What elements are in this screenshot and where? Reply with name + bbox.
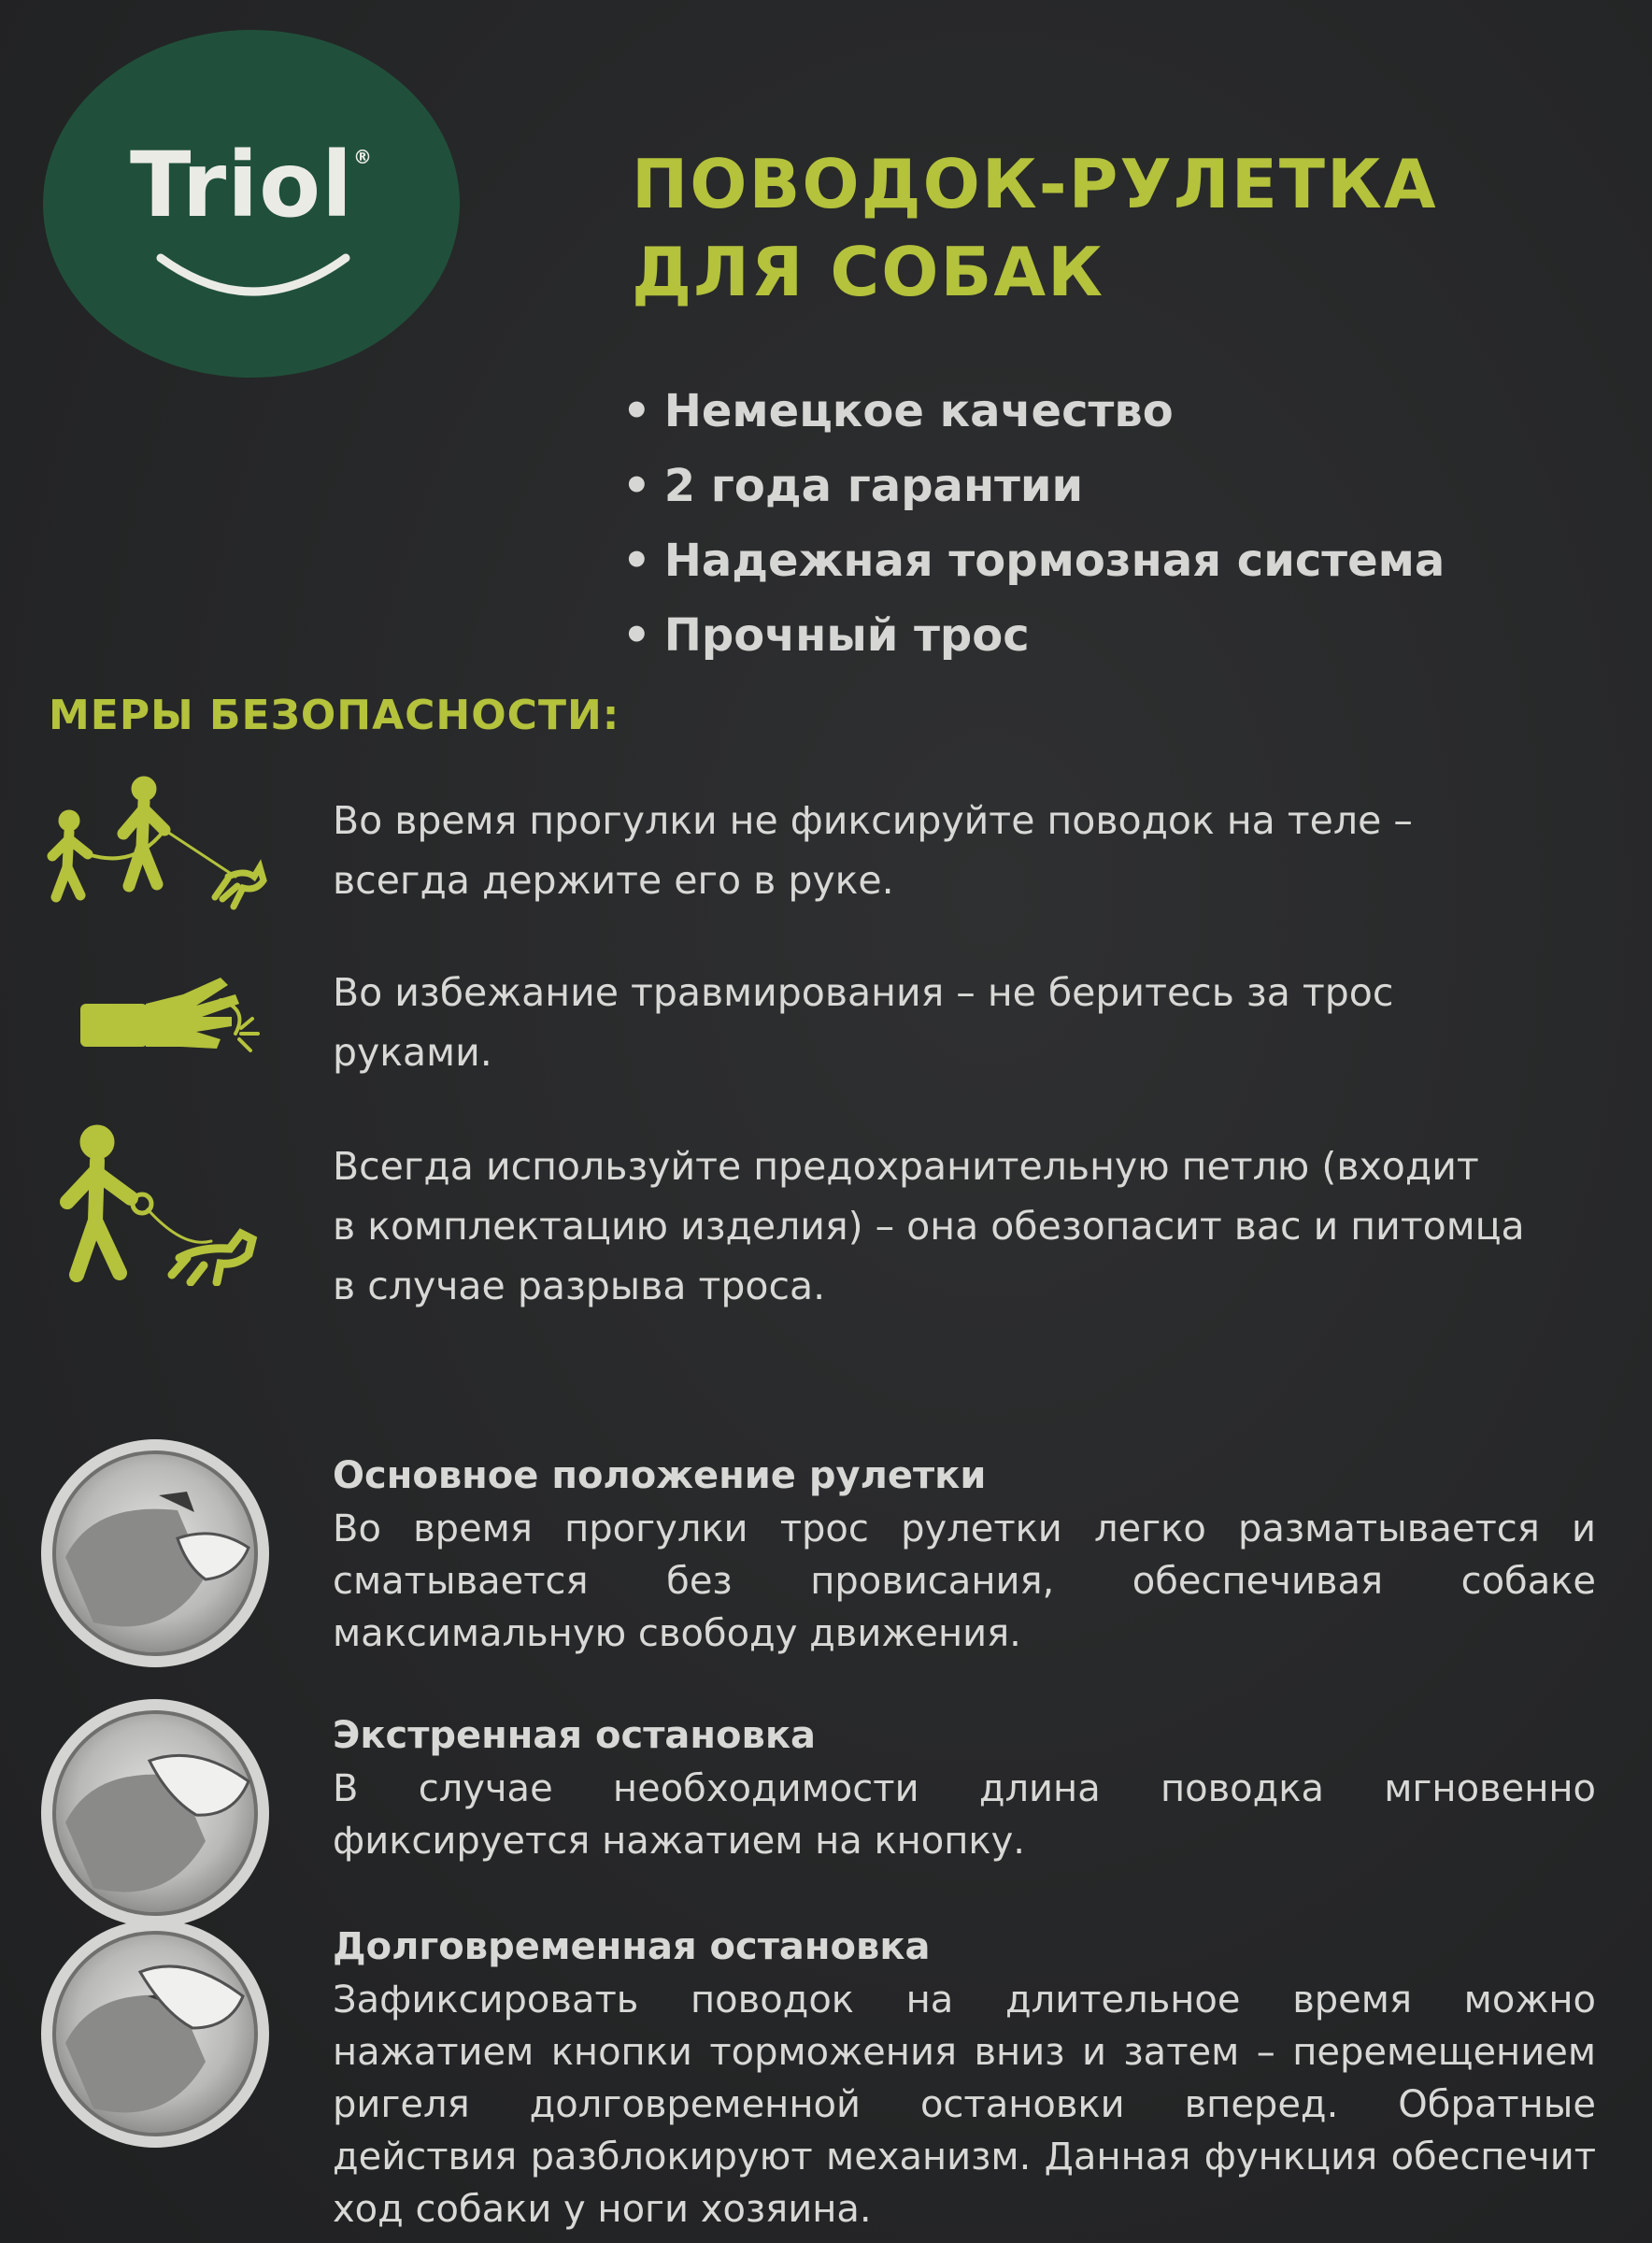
product-title <box>632 140 1438 316</box>
safety-text-3: Всегда используйте предохранительную петлю (входит в комплектацию изделия) – она обезопасит вас и питомца в случае разрыва троса. <box>333 1144 1525 1308</box>
hand-grabbing-cord-icon <box>80 963 267 1075</box>
bullet-icon: • <box>622 460 651 512</box>
brand-name: Triol® <box>129 133 374 237</box>
title-line-1: ПОВОДОК-РУЛЕТКА <box>632 145 1438 223</box>
man-dog-safety-loop-icon <box>34 1118 277 1286</box>
safety-text-2: Во избежание травмирования – не беритесь за трос руками. <box>333 970 1394 1075</box>
safety-heading: МЕРЫ БЕЗОПАСНОСТИ: <box>49 692 620 739</box>
bullet-icon: • <box>622 385 651 437</box>
leash-normal-mode-icon <box>37 1436 273 1671</box>
bullet-icon: • <box>622 609 651 662</box>
feature-list <box>622 374 1445 673</box>
title-line-2: ДЛЯ СОБАК <box>632 233 1104 311</box>
safety-text-1: Во время прогулки не фиксируйте поводок на теле – всегда держите его в руке. <box>333 798 1413 903</box>
walking-people-dog-icon <box>32 776 275 916</box>
mode-title-1: Основное положение рулетки <box>333 1454 987 1497</box>
mode-title-2: Экстренная остановка <box>333 1714 816 1757</box>
mode-text-1: Во время прогулки трос рулетки легко разматывается и сматывается без провисания, обеспечивая собаке максимальную свободу движения. <box>333 1507 1596 1655</box>
feature-item: • Прочный трос <box>622 609 1030 662</box>
feature-item: • Надежная тормозная система <box>622 535 1446 587</box>
smile-icon <box>155 250 351 307</box>
mode-text-3: Зафиксировать поводок на длительное время можно нажатием кнопки торможения вниз и затем – перемещением ригеля долговременной остановки вперед. Обратные действия разблокируют механизм. Данная функция обеспечит ход собаки у ноги хозяина. <box>333 1979 1596 2231</box>
leash-emergency-stop-icon <box>37 1695 273 1931</box>
mode-title-3: Долговременная остановка <box>333 1925 931 1968</box>
brand-logo <box>43 30 460 378</box>
feature-item: • 2 года гарантии <box>622 460 1084 512</box>
leash-long-stop-icon <box>37 1916 273 2151</box>
registered-mark: ® <box>353 146 374 168</box>
bullet-icon: • <box>622 535 651 587</box>
feature-item: • Немецкое качество <box>622 385 1174 437</box>
mode-text-2: В случае необходимости длина поводка мгновенно фиксируется нажатием на кнопку. <box>333 1767 1596 1863</box>
